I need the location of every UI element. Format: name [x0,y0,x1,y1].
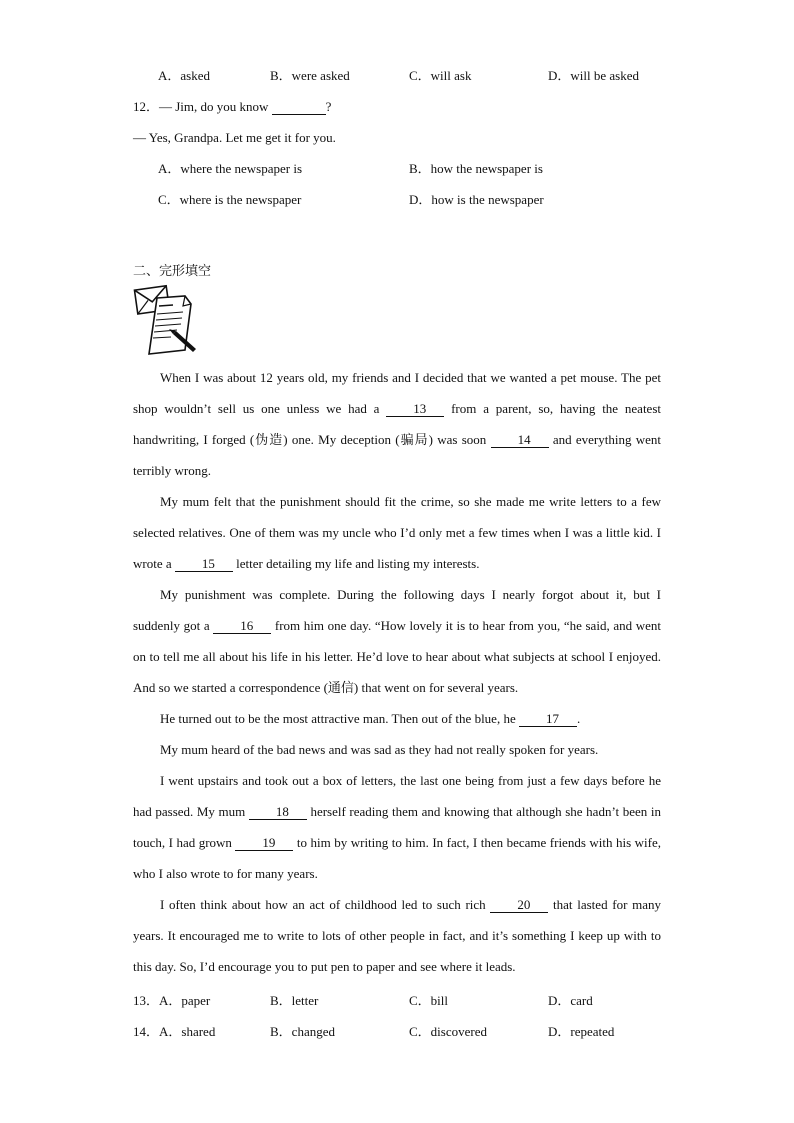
q12-reply: — Yes, Grandpa. Let me get it for you. [133,130,336,145]
q12-option-b: B．how the newspaper is [409,161,543,176]
blank-20: 20 [490,898,548,913]
cloze-passage [133,362,661,982]
letter-envelope-icon [133,284,199,356]
q13-option-b: B．letter [270,993,319,1008]
passage-paragraph-7: I often think about how an act of childhood led to such rich 20 that lasted for many years. It encouraged me to write to lots of other people in fact, and it’s something I keep up with to this day. So, I’d encourage you to put pen to paper and see where it leads. [133,897,661,974]
q14-option-b: B．changed [270,1024,335,1039]
blank-19: 19 [235,836,293,851]
blank-16: 16 [213,619,271,634]
blank-18: 18 [249,805,307,820]
q14-option-c: C．discovered [409,1024,487,1039]
q13-option-a: 13．A．paper [133,993,211,1008]
q13-option-d: D．card [548,993,593,1008]
q11-option-a: A．asked [158,68,210,83]
section-title: 二、完形填空 [133,264,212,279]
q12-option-d: D．how is the newspaper [409,192,544,207]
blank-15: 15 [175,557,233,572]
q13-option-c: C．bill [409,993,449,1008]
passage-paragraph-1: When I was about 12 years old, my friends and I decided that we wanted a pet mouse. The pet shop wouldn’t sell us one unless we had a 13 from a parent, so, having the neatest handwriting, I forged (伪造) one. My deception (骗局) was soon 14 and everything went terribly wrong. [133,370,661,478]
q12-blank [272,100,326,115]
q12-stem [133,99,331,115]
q11-option-c: C．will ask [409,68,472,83]
passage-paragraph-3: My punishment was complete. During the following days I nearly forgot about it, but I suddenly got a 16 from him one day. “How lovely it is to hear from you, “he said, and went on to tell me all about his life in his letter. He’d love to hear about what subjects at school I enjoyed. And so we started a correspondence (通信) that went on for several years. [133,587,661,695]
q11-option-b: B．were asked [270,68,350,83]
blank-14: 14 [491,433,549,448]
blank-13: 13 [386,402,444,417]
q14-option-a: 14．A．shared [133,1024,216,1039]
q12-option-a: A．where the newspaper is [158,161,303,176]
passage-paragraph-4: He turned out to be the most attractive man. Then out of the blue, he 17 . [160,711,581,726]
passage-paragraph-6: I went upstairs and took out a box of letters, the last one being from just a few days before he had passed. My mum 18 herself reading them and knowing that although she hadn’t been in touch, I had grown 19 to him by writing to him. In fact, I then became friends with his wife, who I also wrote to for many years. [133,773,661,881]
passage-paragraph-5: My mum heard of the bad news and was sad as they had not really spoken for years. [160,742,599,757]
blank-17: 17 [519,712,577,727]
q14-option-d: D．repeated [548,1024,615,1039]
q11-option-d: D．will be asked [548,68,639,83]
q12-option-c: C．where is the newspaper [158,192,302,207]
q12-stem-end: ? [325,99,332,114]
passage-paragraph-2: My mum felt that the punishment should fit the crime, so she made me write letters to a few selected relatives. One of them was my uncle who I’d only met a few times when I was a little kid. I wrote a 15 letter detailing my life and listing my interests. [133,494,661,571]
q12-stem-text: 12．— Jim, do you know [133,99,272,114]
